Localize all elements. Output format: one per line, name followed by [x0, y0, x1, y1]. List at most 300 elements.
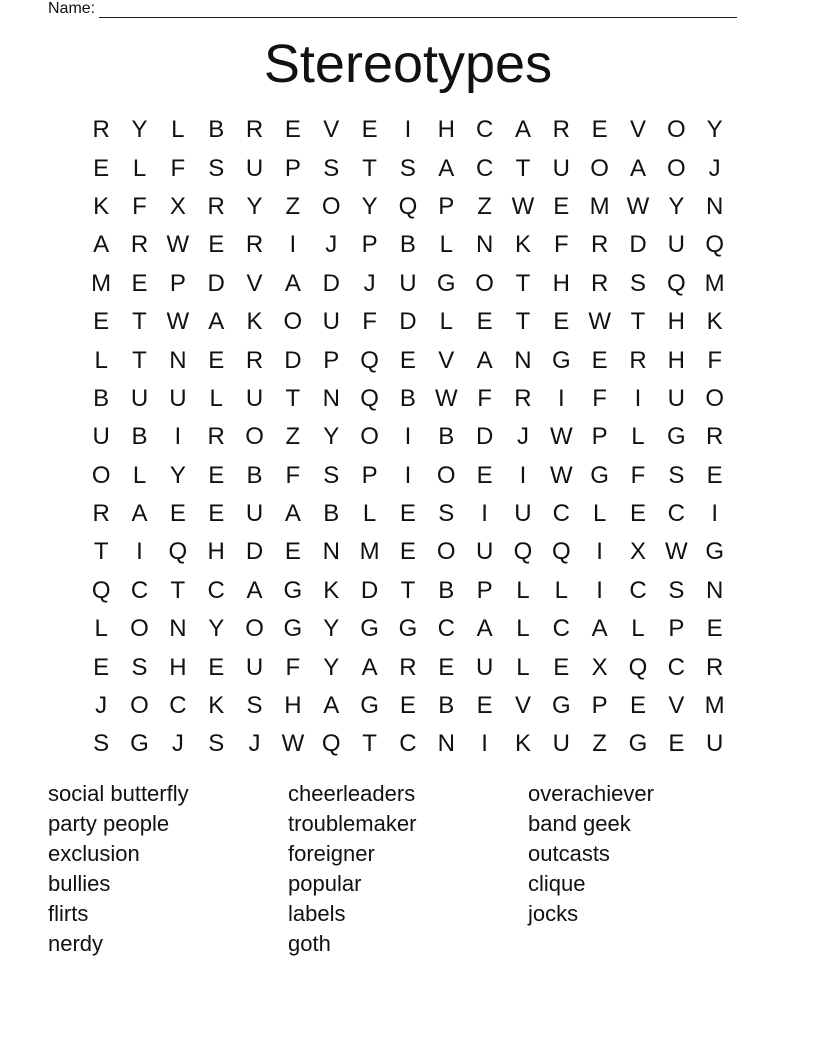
grid-letter: B — [131, 423, 148, 451]
grid-letter: Y — [706, 116, 723, 144]
grid-letter: A — [591, 615, 608, 643]
grid-letter: F — [553, 231, 569, 259]
grid-letter: X — [591, 653, 608, 681]
grid-letter: O — [245, 423, 264, 451]
grid-letter: H — [552, 269, 570, 297]
word-item: nerdy — [48, 930, 104, 956]
word-item: foreigner — [288, 840, 375, 866]
grid-letter: C — [207, 576, 225, 604]
grid-letter: U — [245, 154, 264, 182]
grid-letter: Q — [666, 269, 686, 297]
grid-letter: S — [246, 692, 263, 720]
grid-letter: D — [284, 346, 302, 374]
grid-letter: C — [667, 500, 685, 528]
grid-letter: X — [629, 538, 646, 566]
grid-letter: R — [130, 231, 149, 259]
grid-letter: N — [514, 346, 532, 374]
grid-letter: W — [588, 308, 611, 336]
grid-letter: V — [246, 269, 263, 297]
grid-letter: C — [130, 576, 149, 604]
grid-letter: E — [93, 154, 110, 182]
grid-letter: A — [284, 269, 301, 297]
grid-letter: E — [131, 269, 148, 297]
grid-letter: L — [516, 576, 530, 604]
grid-letter: T — [515, 308, 531, 336]
grid-letter: A — [438, 154, 455, 182]
grid-letter: M — [359, 538, 380, 566]
grid-letter: A — [361, 653, 378, 681]
grid-letter: U — [322, 308, 340, 336]
grid-row — [82, 725, 734, 763]
grid-letter: A — [208, 308, 225, 336]
grid-letter: O — [130, 692, 149, 720]
grid-letter: F — [362, 308, 377, 336]
grid-letter: B — [438, 423, 455, 451]
word-column — [48, 779, 288, 958]
grid-letter: P — [323, 346, 340, 374]
grid-letter: N — [475, 231, 494, 259]
grid-letter: P — [284, 154, 301, 182]
grid-letter: A — [514, 116, 531, 144]
grid-letter: O — [666, 154, 686, 182]
grid-letter: F — [170, 154, 186, 182]
grid-letter: Q — [705, 231, 724, 259]
grid-letter: P — [668, 615, 685, 643]
grid-letter: I — [481, 730, 488, 758]
page-title: Stereotypes — [263, 34, 553, 94]
grid-letter: A — [476, 346, 493, 374]
grid-letter: A — [131, 500, 148, 528]
grid-letter: I — [519, 461, 527, 489]
grid-letter: E — [476, 461, 493, 489]
grid-letter: Z — [477, 192, 492, 220]
grid-letter: B — [438, 576, 455, 604]
grid-letter: E — [208, 231, 225, 259]
grid-letter: C — [552, 500, 570, 528]
grid-letter: J — [708, 154, 721, 182]
grid-letter: E — [399, 538, 416, 566]
grid-letter: A — [629, 154, 646, 182]
grid-letter: F — [477, 384, 492, 412]
grid-letter: D — [245, 538, 264, 566]
grid-letter: O — [360, 423, 379, 451]
grid-letter: Y — [361, 192, 378, 220]
grid-letter: E — [169, 500, 186, 528]
grid-letter: Q — [168, 538, 188, 566]
grid-letter: I — [136, 538, 143, 566]
grid-letter: J — [325, 231, 338, 259]
grid-letter: U — [399, 269, 417, 297]
grid-letter: Y — [323, 423, 340, 451]
grid-letter: N — [169, 346, 187, 374]
grid-letter: P — [169, 269, 186, 297]
grid-letter: U — [92, 423, 110, 451]
grid-letter: F — [285, 461, 301, 489]
grid-letter: O — [590, 154, 609, 182]
grid-letter: T — [93, 538, 109, 566]
grid-letter: V — [514, 692, 531, 720]
grid-letter: W — [549, 423, 573, 451]
grid-letter: S — [399, 154, 416, 182]
grid-letter: E — [668, 730, 685, 758]
grid-letter: J — [171, 730, 184, 758]
grid-letter: S — [208, 730, 225, 758]
grid-letter: E — [629, 500, 646, 528]
grid-letter: G — [551, 692, 571, 720]
word-item: flirts — [48, 900, 89, 926]
grid-letter: O — [666, 116, 686, 144]
grid-letter: E — [553, 653, 570, 681]
grid-letter: G — [360, 615, 379, 643]
grid-letter: E — [284, 538, 301, 566]
grid-letter: I — [596, 576, 603, 604]
grid-letter: H — [284, 692, 302, 720]
name-underline — [99, 2, 737, 18]
grid-letter: W — [511, 192, 535, 220]
grid-letter: G — [628, 730, 648, 758]
grid-row — [82, 380, 734, 418]
grid-letter: E — [706, 615, 723, 643]
grid-letter: O — [321, 192, 341, 220]
grid-letter: W — [166, 308, 190, 336]
grid-letter: D — [322, 269, 340, 297]
grid-letter: P — [591, 423, 608, 451]
word-item: labels — [288, 900, 346, 926]
grid-letter: N — [169, 615, 187, 643]
grid-row — [82, 418, 734, 456]
grid-letter: E — [399, 500, 416, 528]
grid-letter: M — [704, 269, 725, 297]
grid-letter: R — [629, 346, 647, 374]
grid-letter: L — [362, 500, 377, 528]
word-item: outcasts — [528, 840, 610, 866]
grid-letter: E — [399, 692, 416, 720]
grid-row — [82, 533, 734, 571]
grid-row — [82, 188, 734, 226]
grid-letter: G — [551, 346, 571, 374]
grid-letter: S — [323, 461, 340, 489]
word-column — [288, 779, 528, 958]
grid-letter: S — [131, 653, 148, 681]
grid-letter: F — [285, 653, 301, 681]
grid-letter: U — [514, 500, 532, 528]
grid-letter: N — [322, 538, 340, 566]
grid-letter: Q — [551, 538, 571, 566]
grid-letter: I — [634, 384, 642, 412]
grid-row — [82, 303, 734, 341]
grid-row — [82, 495, 734, 533]
grid-letter: U — [475, 653, 494, 681]
grid-letter: P — [476, 576, 493, 604]
grid-letter: G — [436, 269, 456, 297]
grid-letter: A — [323, 692, 340, 720]
grid-letter: V — [629, 116, 646, 144]
grid-letter: R — [207, 192, 225, 220]
grid-letter: L — [132, 154, 147, 182]
grid-letter: W — [549, 461, 573, 489]
grid-letter: E — [399, 346, 416, 374]
grid-letter: O — [130, 615, 149, 643]
grid-row — [82, 111, 734, 149]
grid-letter: B — [93, 384, 110, 412]
grid-letter: U — [169, 384, 187, 412]
grid-letter: R — [207, 423, 225, 451]
grid-letter: F — [132, 192, 147, 220]
grid-letter: O — [436, 461, 456, 489]
grid-letter: P — [361, 461, 378, 489]
grid-letter: I — [481, 500, 488, 528]
word-item: bullies — [48, 870, 111, 896]
grid-letter: L — [631, 615, 645, 643]
grid-letter: H — [667, 346, 685, 374]
grid-row — [82, 226, 734, 264]
grid-letter: L — [132, 461, 147, 489]
grid-letter: K — [514, 231, 531, 259]
grid-letter: Y — [323, 653, 340, 681]
grid-letter: I — [404, 116, 412, 144]
grid-letter: E — [591, 346, 608, 374]
grid-letter: R — [92, 500, 110, 528]
grid-letter: K — [93, 192, 110, 220]
grid-letter: M — [704, 692, 725, 720]
grid-letter: F — [592, 384, 607, 412]
grid-letter: L — [516, 653, 530, 681]
grid-letter: A — [476, 615, 493, 643]
grid-letter: R — [552, 116, 570, 144]
grid-letter: L — [631, 423, 645, 451]
grid-letter: L — [516, 615, 530, 643]
grid-letter: V — [323, 116, 340, 144]
grid-letter: C — [667, 653, 685, 681]
grid-letter: W — [434, 384, 458, 412]
grid-letter: E — [706, 461, 723, 489]
grid-letter: P — [591, 692, 608, 720]
grid-letter: B — [208, 116, 225, 144]
grid-letter: O — [705, 384, 724, 412]
grid-letter: E — [629, 692, 646, 720]
word-item: popular — [288, 870, 362, 896]
word-item: overachiever — [528, 781, 654, 806]
grid-letter: E — [438, 653, 455, 681]
grid-letter: B — [323, 500, 340, 528]
grid-letter: B — [246, 461, 263, 489]
word-item: clique — [528, 870, 586, 896]
grid-letter: Y — [668, 192, 685, 220]
grid-letter: G — [130, 730, 149, 758]
grid-letter: C — [399, 730, 417, 758]
grid-letter: Z — [285, 192, 301, 220]
grid-letter: N — [706, 192, 724, 220]
grid-letter: U — [475, 538, 494, 566]
grid-letter: D — [399, 308, 417, 336]
grid-letter: T — [132, 346, 147, 374]
grid-letter: K — [323, 576, 340, 604]
grid-letter: C — [437, 615, 455, 643]
grid-letter: T — [515, 154, 531, 182]
grid-letter: E — [93, 653, 110, 681]
grid-letter: N — [437, 730, 455, 758]
grid-letter: C — [169, 692, 187, 720]
grid-letter: R — [399, 653, 417, 681]
grid-letter: C — [629, 576, 647, 604]
grid-letter: S — [629, 269, 646, 297]
grid-letter: K — [514, 730, 531, 758]
grid-letter: U — [706, 730, 724, 758]
grid-letter: I — [174, 423, 182, 451]
grid-letter: S — [438, 500, 455, 528]
grid-letter: I — [596, 538, 603, 566]
grid-letter: E — [208, 653, 225, 681]
grid-letter: U — [552, 730, 570, 758]
grid-letter: E — [208, 346, 225, 374]
grid-letter: R — [245, 116, 264, 144]
grid-letter: C — [475, 154, 494, 182]
grid-letter: O — [475, 269, 494, 297]
grid-letter: Q — [91, 576, 111, 604]
grid-letter: I — [404, 423, 412, 451]
grid-letter: A — [246, 576, 263, 604]
grid-letter: W — [626, 192, 650, 220]
grid-letter: D — [475, 423, 494, 451]
grid-letter: Q — [628, 653, 648, 681]
grid-letter: Y — [169, 461, 186, 489]
grid-letter: I — [557, 384, 565, 412]
grid-letter: D — [207, 269, 225, 297]
word-item: troublemaker — [288, 810, 417, 836]
grid-letter: T — [285, 384, 301, 412]
grid-row — [82, 457, 734, 495]
grid-letter: I — [289, 231, 297, 259]
grid-letter: E — [361, 116, 378, 144]
grid-letter: G — [360, 692, 379, 720]
grid-letter: L — [439, 231, 453, 259]
grid-letter: R — [706, 653, 724, 681]
grid-letter: R — [245, 231, 264, 259]
grid-letter: L — [554, 576, 568, 604]
grid-letter: E — [208, 500, 225, 528]
word-item: exclusion — [48, 840, 140, 866]
grid-letter: J — [95, 692, 108, 720]
grid-letter: S — [668, 576, 685, 604]
grid-letter: W — [281, 730, 305, 758]
grid-letter: T — [170, 576, 186, 604]
grid-letter: C — [475, 116, 494, 144]
grid-letter: W — [166, 231, 190, 259]
grid-row — [82, 341, 734, 379]
grid-letter: V — [668, 692, 685, 720]
grid-letter: N — [322, 384, 340, 412]
grid-letter: U — [245, 653, 264, 681]
grid-letter: H — [207, 538, 225, 566]
grid-letter: H — [667, 308, 685, 336]
grid-letter: I — [711, 500, 718, 528]
grid-letter: E — [553, 308, 570, 336]
word-item: cheerleaders — [288, 781, 416, 806]
grid-letter: H — [169, 653, 187, 681]
grid-letter: Q — [513, 538, 533, 566]
grid-letter: J — [516, 423, 529, 451]
grid-row — [82, 648, 734, 686]
grid-letter: B — [399, 384, 416, 412]
grid-letter: K — [706, 308, 723, 336]
grid-row — [82, 149, 734, 187]
word-item: goth — [288, 930, 331, 956]
grid-letter: E — [476, 308, 493, 336]
grid-letter: V — [438, 346, 455, 374]
grid-letter: G — [590, 461, 609, 489]
word-item: party people — [48, 810, 170, 836]
grid-letter: Y — [323, 615, 340, 643]
grid-letter: B — [438, 692, 455, 720]
grid-letter: S — [323, 154, 340, 182]
grid-letter: F — [630, 461, 646, 489]
word-column — [528, 779, 768, 958]
grid-letter: G — [666, 423, 686, 451]
grid-letter: G — [705, 538, 724, 566]
grid-letter: W — [665, 538, 688, 566]
grid-letter: L — [592, 500, 607, 528]
grid-letter: U — [245, 384, 264, 412]
grid-letter: B — [399, 231, 416, 259]
grid-letter: T — [515, 269, 531, 297]
grid-row — [82, 572, 734, 610]
grid-letter: R — [590, 269, 609, 297]
grid-letter: L — [439, 308, 453, 336]
grid-letter: X — [169, 192, 186, 220]
grid-letter: A — [93, 231, 110, 259]
grid-letter: Y — [131, 116, 148, 144]
word-bank — [48, 779, 768, 958]
grid-letter: E — [284, 116, 301, 144]
grid-letter: J — [363, 269, 376, 297]
word-item: social butterfly — [48, 781, 189, 806]
grid-letter: T — [362, 730, 377, 758]
grid-letter: T — [400, 576, 416, 604]
grid-letter: E — [553, 192, 570, 220]
grid-letter: K — [208, 692, 225, 720]
grid-letter: M — [589, 192, 610, 220]
grid-letter: U — [130, 384, 149, 412]
grid-letter: S — [208, 154, 225, 182]
grid-letter: I — [404, 461, 412, 489]
grid-letter: U — [552, 154, 570, 182]
grid-letter: O — [91, 461, 111, 489]
grid-letter: R — [245, 346, 264, 374]
grid-row — [82, 687, 734, 725]
grid-letter: K — [246, 308, 263, 336]
grid-letter: J — [248, 730, 261, 758]
grid-letter: D — [360, 576, 379, 604]
grid-letter: U — [667, 384, 685, 412]
grid-letter: S — [93, 730, 110, 758]
grid-letter: S — [668, 461, 685, 489]
grid-letter: Q — [321, 730, 341, 758]
grid-letter: L — [171, 116, 185, 144]
grid-letter: G — [283, 615, 303, 643]
grid-row — [82, 265, 734, 303]
word-item: jocks — [528, 900, 579, 926]
grid-letter: Z — [285, 423, 301, 451]
grid-letter: R — [514, 384, 532, 412]
grid-letter: M — [91, 269, 112, 297]
grid-letter: T — [362, 154, 377, 182]
grid-letter: T — [132, 308, 147, 336]
grid-letter: Q — [360, 384, 379, 412]
grid-letter: Z — [592, 730, 607, 758]
grid-letter: F — [707, 346, 722, 374]
grid-letter: Y — [246, 192, 263, 220]
grid-letter: Q — [360, 346, 379, 374]
